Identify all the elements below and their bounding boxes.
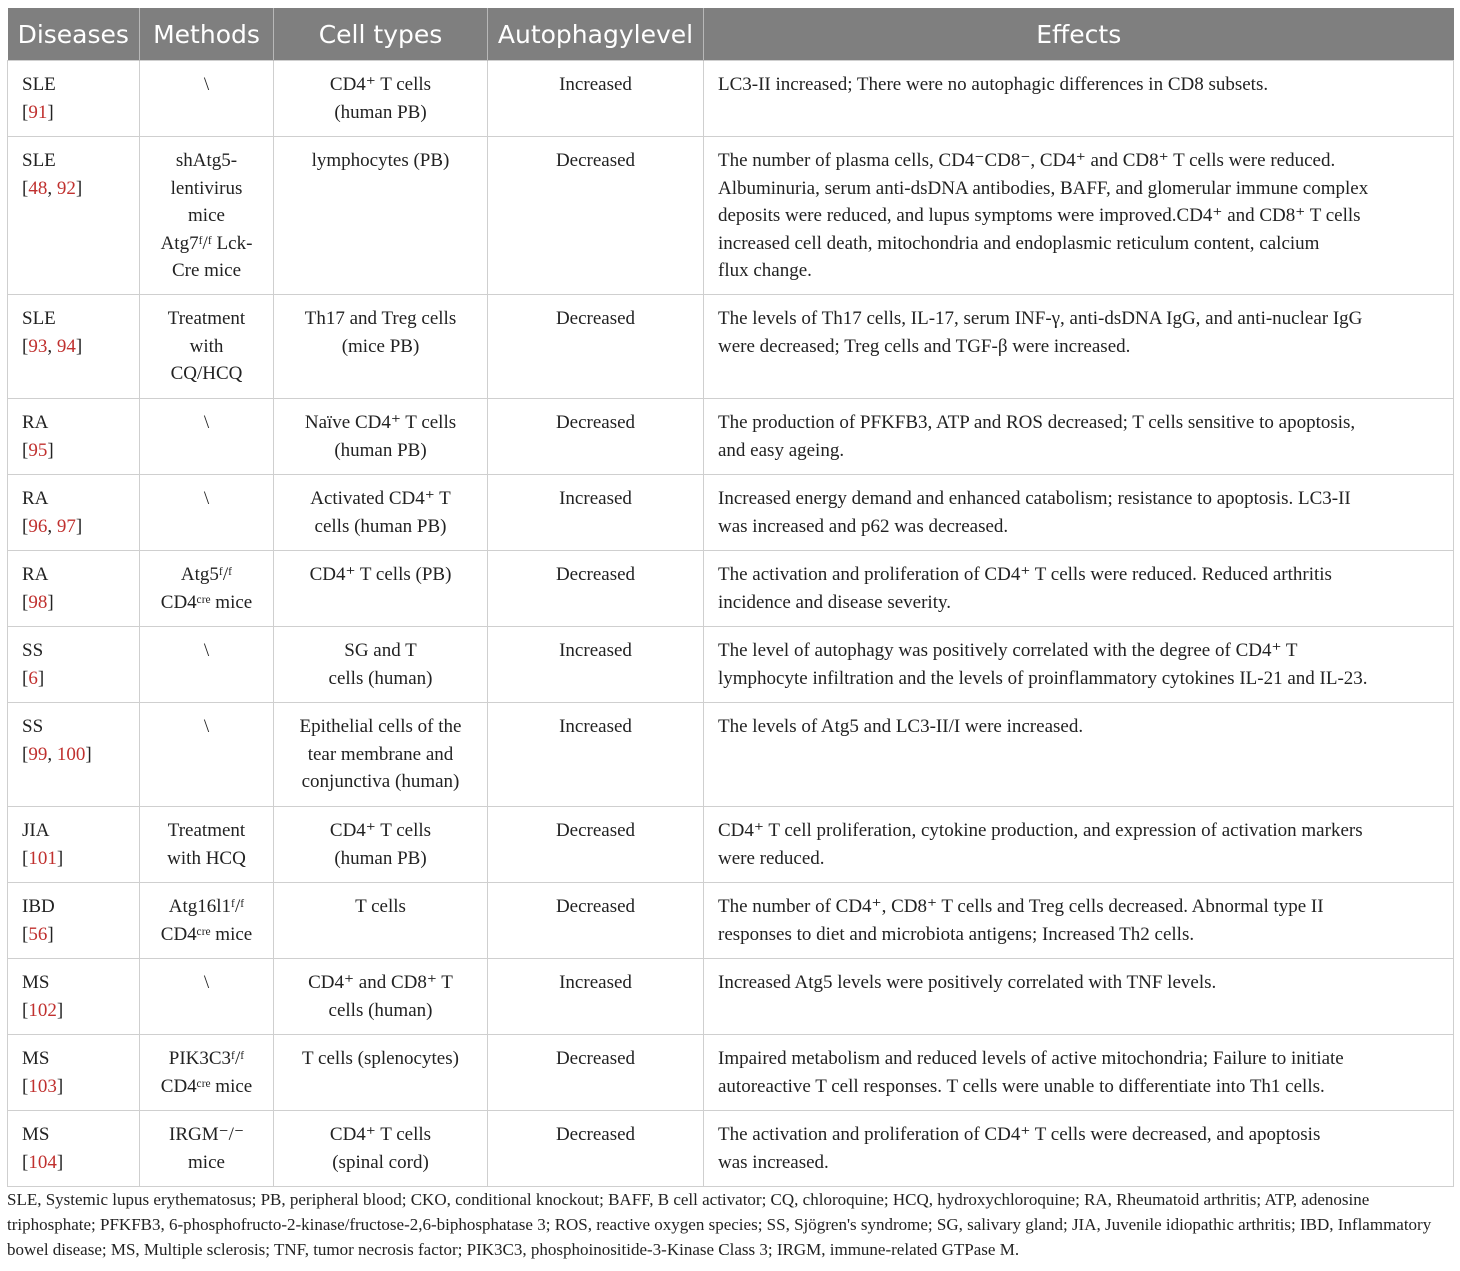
methods-line: \	[203, 972, 210, 993]
cell-types-cell	[274, 1035, 488, 1111]
reference-list: [104]	[22, 1151, 64, 1173]
reference-link[interactable]: 91	[28, 101, 48, 123]
methods-line: lentivirus	[170, 177, 243, 199]
disease-cell	[8, 627, 140, 703]
cell-type-line: CD4⁺ T cells	[329, 74, 432, 95]
effects-line: The level of autophagy was positively correlated with the degree of CD4⁺ T	[718, 640, 1298, 661]
table-row	[8, 137, 1454, 295]
table-row	[8, 1111, 1454, 1187]
methods-line: CD4ᶜʳᵉ mice	[160, 591, 253, 613]
cell-type-line: lymphocytes (PB)	[311, 150, 450, 171]
methods-cell	[140, 551, 274, 627]
cell-type-line: CD4⁺ T cells (PB)	[309, 564, 452, 585]
disease-name: SS	[22, 640, 44, 661]
disease-cell	[8, 61, 140, 137]
reference-link[interactable]: 95	[28, 439, 48, 461]
effects-line: The number of plasma cells, CD4⁻CD8⁻, CD4⁺ and CD8⁺ T cells were reduced.	[718, 150, 1336, 171]
autophagy-level-cell: Increased	[488, 61, 704, 137]
disease-cell	[8, 883, 140, 959]
effects-cell	[704, 807, 1454, 883]
reference-link[interactable]: 56	[28, 923, 48, 945]
header-methods: Methods	[140, 8, 274, 61]
reference-link[interactable]: 104	[28, 1151, 57, 1173]
cell-types-cell	[274, 399, 488, 475]
effects-line: increased cell death, mitochondria and endoplasmic reticulum content, calcium	[718, 232, 1320, 254]
reference-list: [95]	[22, 439, 54, 461]
disease-cell	[8, 295, 140, 399]
effects-cell	[704, 627, 1454, 703]
effects-line: autoreactive T cell responses. T cells were unable to differentiate into Th1 cells.	[718, 1075, 1325, 1097]
cell-types-cell	[274, 627, 488, 703]
reference-list: [99, 100]	[22, 743, 92, 765]
effects-line: was increased and p62 was decreased.	[718, 515, 1009, 537]
reference-link[interactable]: 100	[56, 743, 86, 765]
effects-line: CD4⁺ T cell proliferation, cytokine production, and expression of activation markers	[718, 820, 1363, 841]
cell-type-line: Naïve CD4⁺ T cells	[304, 412, 457, 433]
disease-cell	[8, 959, 140, 1035]
reference-list: [96, 97]	[22, 515, 83, 537]
autophagy-level-cell: Decreased	[488, 295, 704, 399]
reference-list: [102]	[22, 999, 64, 1021]
autophagy-level-cell: Increased	[488, 627, 704, 703]
reference-link[interactable]: 48	[28, 177, 48, 199]
reference-link[interactable]: 98	[28, 591, 48, 613]
cell-types-cell	[274, 883, 488, 959]
header-cell-types: Cell types	[274, 8, 488, 61]
disease-cell	[8, 399, 140, 475]
cell-type-line: (human PB)	[334, 101, 427, 123]
methods-line: \	[203, 412, 210, 433]
effects-cell	[704, 1111, 1454, 1187]
autophagy-level-cell: Decreased	[488, 1111, 704, 1187]
methods-line: with	[189, 335, 224, 357]
reference-link[interactable]: 99	[28, 743, 48, 765]
disease-cell	[8, 807, 140, 883]
reference-link[interactable]: 94	[56, 335, 76, 357]
cell-type-line: Epithelial cells of the	[299, 716, 462, 737]
header-diseases: Diseases	[8, 8, 140, 61]
cell-type-line: T cells (splenocytes)	[302, 1048, 459, 1069]
methods-line: Atg7ᶠ/ᶠ Lck-	[160, 232, 253, 254]
disease-name: IBD	[22, 896, 55, 917]
methods-line: mice	[188, 205, 225, 226]
methods-line: mice	[188, 1151, 225, 1173]
reference-list: [56]	[22, 923, 54, 945]
methods-line: \	[203, 640, 210, 661]
effects-cell	[704, 137, 1454, 295]
effects-cell	[704, 551, 1454, 627]
reference-link[interactable]: 101	[28, 847, 57, 869]
disease-name: SLE	[22, 74, 56, 95]
effects-line: incidence and disease severity.	[718, 591, 952, 613]
cell-type-line: CD4⁺ and CD8⁺ T	[308, 972, 453, 993]
effects-line: Increased energy demand and enhanced catabolism; resistance to apoptosis. LC3-II	[718, 488, 1351, 509]
cell-type-line: cells (human PB)	[314, 515, 447, 537]
disease-cell	[8, 137, 140, 295]
autophagy-level-cell: Decreased	[488, 883, 704, 959]
disease-name: MS	[22, 1048, 50, 1069]
reference-link[interactable]: 96	[28, 515, 48, 537]
methods-line: shAtg5-	[175, 150, 238, 171]
table-row	[8, 883, 1454, 959]
effects-line: were reduced.	[718, 847, 825, 869]
autophagy-level-cell: Decreased	[488, 807, 704, 883]
table-row	[8, 61, 1454, 137]
reference-list: [6]	[22, 667, 45, 689]
cell-type-line: Activated CD4⁺ T	[310, 488, 451, 509]
autophagy-level-cell: Decreased	[488, 137, 704, 295]
cell-types-cell	[274, 137, 488, 295]
methods-line: IRGM⁻/⁻	[169, 1124, 244, 1145]
methods-cell	[140, 703, 274, 807]
header-effects: Effects	[704, 8, 1454, 61]
reference-link[interactable]: 102	[28, 999, 57, 1021]
effects-line: Increased Atg5 levels were positively correlated with TNF levels.	[718, 972, 1217, 993]
effects-line: The number of CD4⁺, CD8⁺ T cells and Treg cells decreased. Abnormal type II	[718, 896, 1324, 917]
disease-cell	[8, 1111, 140, 1187]
disease-name: MS	[22, 1124, 50, 1145]
reference-link[interactable]: 6	[28, 667, 38, 689]
disease-cell	[8, 551, 140, 627]
autophagy-level-cell: Increased	[488, 475, 704, 551]
methods-cell	[140, 807, 274, 883]
effects-cell	[704, 61, 1454, 137]
methods-cell	[140, 883, 274, 959]
disease-name: JIA	[22, 820, 50, 841]
cell-types-cell	[274, 475, 488, 551]
cell-type-line: CD4⁺ T cells	[329, 1124, 432, 1145]
effects-line: LC3-II increased; There were no autophagic differences in CD8 subsets.	[718, 74, 1269, 95]
effects-line: flux change.	[718, 260, 812, 281]
cell-types-cell	[274, 1111, 488, 1187]
reference-list: [48, 92]	[22, 177, 83, 199]
cell-type-line: conjunctiva (human)	[301, 771, 460, 792]
methods-cell	[140, 1111, 274, 1187]
methods-cell	[140, 61, 274, 137]
reference-link[interactable]: 92	[56, 177, 76, 199]
autophagy-level-cell: Increased	[488, 959, 704, 1035]
methods-cell	[140, 399, 274, 475]
autophagy-level-cell: Decreased	[488, 1035, 704, 1111]
reference-list: [91]	[22, 101, 54, 123]
table-row	[8, 627, 1454, 703]
autophagy-level-cell: Increased	[488, 703, 704, 807]
cell-types-cell	[274, 551, 488, 627]
effects-line: was increased.	[718, 1151, 829, 1173]
methods-line: with HCQ	[167, 847, 246, 869]
cell-types-cell	[274, 959, 488, 1035]
cell-types-cell	[274, 61, 488, 137]
reference-link[interactable]: 93	[28, 335, 48, 357]
effects-line: The levels of Th17 cells, IL-17, serum INF-γ, anti-dsDNA IgG, and anti-nuclear IgG	[718, 308, 1363, 329]
cell-type-line: SG and T	[344, 640, 417, 661]
effects-line: Impaired metabolism and reduced levels of active mitochondria; Failure to initiate	[718, 1048, 1344, 1069]
disease-name: SLE	[22, 308, 56, 329]
cell-type-line: (spinal cord)	[332, 1151, 429, 1173]
table-row	[8, 295, 1454, 399]
cell-types-cell	[274, 703, 488, 807]
methods-cell	[140, 627, 274, 703]
cell-type-line: (mice PB)	[341, 335, 420, 357]
cell-types-cell	[274, 807, 488, 883]
disease-name: RA	[22, 564, 49, 585]
methods-line: Atg16l1ᶠ/ᶠ	[168, 896, 245, 917]
disease-cell	[8, 703, 140, 807]
effects-line: The activation and proliferation of CD4⁺ T cells were reduced. Reduced arthritis	[718, 564, 1332, 585]
effects-cell	[704, 475, 1454, 551]
reference-link[interactable]: 97	[56, 515, 76, 537]
autophagy-table	[7, 8, 1454, 1187]
disease-name: SS	[22, 716, 44, 737]
cell-types-cell	[274, 295, 488, 399]
methods-line: \	[203, 74, 210, 95]
cell-type-line: CD4⁺ T cells	[329, 820, 432, 841]
autophagy-table-container	[7, 8, 1453, 1187]
effects-line: responses to diet and microbiota antigens; Increased Th2 cells.	[718, 923, 1195, 945]
autophagy-level-cell: Decreased	[488, 399, 704, 475]
effects-line: deposits were reduced, and lupus symptoms were improved.CD4⁺ and CD8⁺ T cells	[718, 205, 1361, 226]
methods-line: Cre mice	[171, 260, 242, 281]
effects-cell	[704, 703, 1454, 807]
methods-cell	[140, 295, 274, 399]
methods-cell	[140, 475, 274, 551]
disease-cell	[8, 1035, 140, 1111]
disease-name: SLE	[22, 150, 56, 171]
reference-list: [93, 94]	[22, 335, 83, 357]
reference-link[interactable]: 103	[28, 1075, 57, 1097]
methods-line: CQ/HCQ	[170, 363, 243, 384]
cell-type-line: cells (human)	[328, 667, 433, 689]
methods-line: Treatment	[167, 308, 246, 329]
header-autophagy-level: Autophagylevel	[488, 8, 704, 61]
table-row	[8, 399, 1454, 475]
methods-cell	[140, 959, 274, 1035]
autophagy-level-cell: Decreased	[488, 551, 704, 627]
methods-line: CD4ᶜʳᵉ mice	[160, 923, 253, 945]
effects-cell	[704, 883, 1454, 959]
table-body	[8, 61, 1454, 1187]
table-footnote: SLE, Systemic lupus erythematosus; PB, peripheral blood; CKO, conditional knockout; BAFF, B cell activator; CQ, chloroquine; HCQ, hydroxychloroquine; RA, Rheumatoid arthritis; ATP, adenosine triphosphate; PFKFB3, 6-phosphofructo-2-kinase/fructose-2,6-biphosphatase 3; ROS, reactive oxygen species; SS, Sjögren's syndrome; SG, salivary gland; JIA, Juvenile idiopathic arthritis; IBD, Inflammatory bowel disease; MS, Multiple sclerosis; TNF, tumor necrosis factor; PIK3C3, phosphoinositide-3-Kinase Class 3; IRGM, immune-related GTPase M.	[7, 1190, 1432, 1259]
effects-line: Albuminuria, serum anti-dsDNA antibodies, BAFF, and glomerular immune complex	[718, 177, 1369, 199]
cell-type-line: T cells	[355, 896, 406, 917]
disease-name: RA	[22, 488, 49, 509]
cell-type-line: Th17 and Treg cells	[304, 308, 457, 329]
table-row	[8, 1035, 1454, 1111]
table-row	[8, 807, 1454, 883]
table-row	[8, 475, 1454, 551]
disease-name: MS	[22, 972, 50, 993]
table-row	[8, 551, 1454, 627]
effects-line: The levels of Atg5 and LC3-II/I were increased.	[718, 716, 1084, 737]
reference-list: [101]	[22, 847, 64, 869]
cell-type-line: tear membrane and	[307, 743, 454, 765]
table-row	[8, 703, 1454, 807]
table-row	[8, 959, 1454, 1035]
methods-line: Treatment	[167, 820, 246, 841]
effects-line: The activation and proliferation of CD4⁺ T cells were decreased, and apoptosis	[718, 1124, 1321, 1145]
effects-cell	[704, 399, 1454, 475]
effects-cell	[704, 959, 1454, 1035]
effects-cell	[704, 1035, 1454, 1111]
disease-cell	[8, 475, 140, 551]
methods-cell	[140, 1035, 274, 1111]
methods-line: CD4ᶜʳᵉ mice	[160, 1075, 253, 1097]
methods-line: PIK3C3ᶠ/ᶠ	[168, 1048, 245, 1069]
cell-type-line: (human PB)	[334, 439, 427, 461]
reference-list: [103]	[22, 1075, 64, 1097]
effects-line: and easy ageing.	[718, 439, 845, 461]
disease-name: RA	[22, 412, 49, 433]
effects-line: were decreased; Treg cells and TGF-β were increased.	[718, 335, 1131, 357]
effects-line: The production of PFKFB3, ATP and ROS decreased; T cells sensitive to apoptosis,	[718, 412, 1356, 433]
header-row	[8, 8, 1454, 61]
methods-line: \	[203, 716, 210, 737]
reference-list: [98]	[22, 591, 54, 613]
effects-line: lymphocyte infiltration and the levels of proinflammatory cytokines IL-21 and IL-23.	[718, 667, 1368, 689]
methods-line: Atg5ᶠ/ᶠ	[180, 564, 233, 585]
cell-type-line: cells (human)	[328, 999, 433, 1021]
methods-line: \	[203, 488, 210, 509]
effects-cell	[704, 295, 1454, 399]
cell-type-line: (human PB)	[334, 847, 427, 869]
methods-cell	[140, 137, 274, 295]
